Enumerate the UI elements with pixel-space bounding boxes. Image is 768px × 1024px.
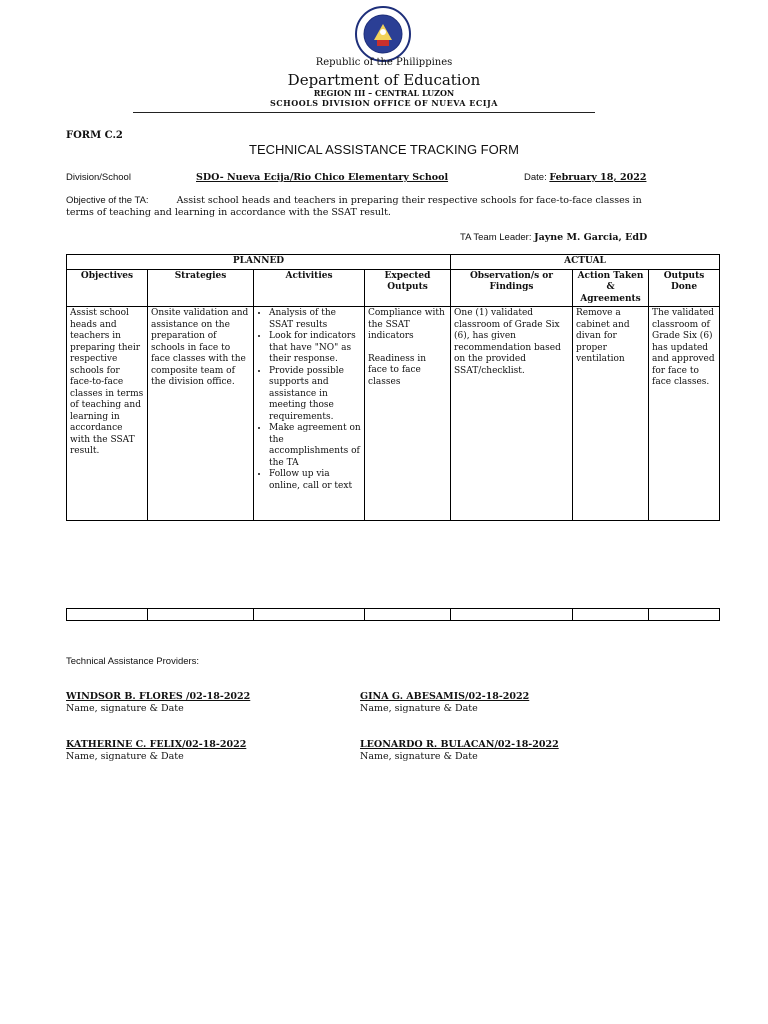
col-header-outputs-done: Outputs Done	[649, 269, 720, 307]
planned-group-header: PLANNED	[67, 255, 451, 270]
division-value: SDO- Nueva Ecija/Rio Chico Elementary School	[196, 172, 449, 183]
division-label: Division/School	[66, 172, 131, 183]
cell-strategies: Onsite validation and assistance on the preparation of schools in face to face classes with the composite team of the division office.	[148, 307, 254, 521]
form-title: TECHNICAL ASSISTANCE TRACKING FORM	[249, 142, 519, 157]
objective-block	[66, 195, 676, 219]
provider-caption-4: Name, signature & Date	[360, 751, 478, 762]
cell-action-taken: Remove a cabinet and divan for proper ventilation	[573, 307, 649, 521]
ta-tracking-table	[66, 254, 720, 521]
list-item: • Follow up via online, call or text	[269, 469, 361, 492]
cell-outputs-done: The validated classroom of Grade Six (6) has updated and approved for face to face classes.	[649, 307, 720, 521]
provider-name-3: KATHERINE C. FELIX/02-18-2022	[66, 739, 247, 750]
actual-group-header: ACTUAL	[451, 255, 720, 270]
leader-value: Jayne M. Garcia, EdD	[534, 232, 648, 243]
col-header-strategies: Strategies	[148, 269, 254, 307]
objective-text-line1: Assist school heads and teachers in preparing their respective schools for face-to-face classes in	[176, 195, 642, 206]
date-field	[524, 172, 646, 183]
objective-text-line2: terms of teaching and learning in accordance with the SSAT result.	[66, 207, 391, 218]
form-code: FORM C.2	[66, 130, 123, 141]
division-office-line: SCHOOLS DIVISION OFFICE OF NUEVA ECIJA	[270, 98, 498, 108]
col-header-action-taken: Action Taken & Agreements	[573, 269, 649, 307]
date-label: Date:	[524, 172, 550, 183]
leader-label: TA Team Leader:	[460, 232, 535, 243]
region-line: REGION III – CENTRAL LUZON	[313, 88, 455, 98]
republic-line: Republic of the Philippines	[315, 57, 453, 68]
provider-name-1: WINDSOR B. FLORES /02-18-2022	[66, 691, 251, 702]
col-header-objectives: Objectives	[67, 269, 148, 307]
cell-findings: One (1) validated classroom of Grade Six (6), has given recommendation based on the provided SSAT/checklist.	[451, 307, 573, 521]
department-title: Department of Education	[287, 71, 481, 89]
date-value: February 18, 2022	[549, 172, 647, 183]
provider-caption-3: Name, signature & Date	[66, 751, 184, 762]
deped-seal-logo	[355, 6, 411, 62]
empty-table-row	[66, 608, 720, 621]
activities-list	[257, 308, 361, 492]
header-divider	[133, 112, 595, 113]
provider-caption-1: Name, signature & Date	[66, 703, 184, 714]
cell-objectives: Assist school heads and teachers in preparing their respective schools for face-to-face classes in terms of teaching and learning in accordance with the SSAT result.	[67, 307, 148, 521]
objective-label: Objective of the TA:	[66, 195, 149, 206]
expected-output-2: Readiness in face to face classes	[368, 353, 427, 387]
provider-name-4: LEONARDO R. BULACAN/02-18-2022	[360, 739, 559, 750]
cell-expected-outputs	[365, 307, 451, 521]
provider-name-2: GINA G. ABESAMIS/02-18-2022	[360, 691, 530, 702]
list-item: • Look for indicators that have "NO" as their response.	[269, 331, 361, 366]
col-header-activities: Activities	[254, 269, 365, 307]
cell-activities	[254, 307, 365, 521]
table-row	[67, 307, 720, 521]
provider-caption-2: Name, signature & Date	[360, 703, 478, 714]
expected-output-1: Compliance with the SSAT indicators	[368, 308, 445, 341]
list-item: • Analysis of the SSAT results	[269, 308, 361, 331]
list-item: • Make agreement on the accomplishments of the TA	[269, 423, 361, 469]
team-leader	[460, 232, 647, 243]
col-header-findings: Observation/s or Findings	[451, 269, 573, 307]
list-item: • Provide possible supports and assistance in meeting those requirements.	[269, 366, 361, 424]
col-header-expected-outputs: Expected Outputs	[365, 269, 451, 307]
providers-label: Technical Assistance Providers:	[66, 656, 200, 667]
